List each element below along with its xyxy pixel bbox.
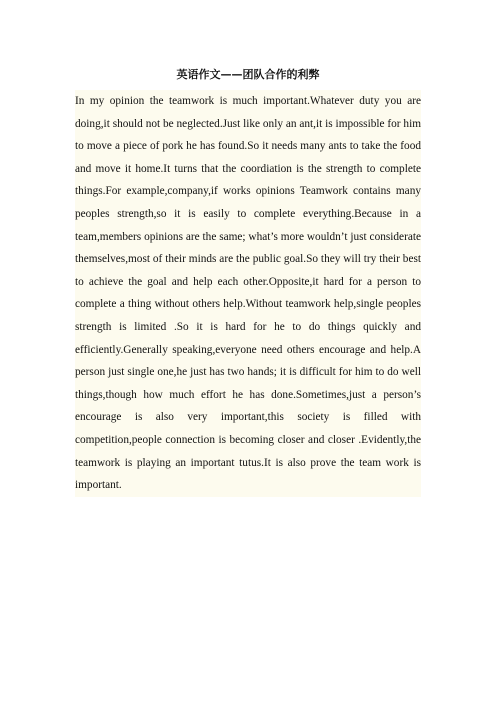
document-title: 英语作文——团队合作的利弊 xyxy=(176,68,320,81)
essay-body xyxy=(75,90,421,497)
essay-paragraph: In my opinion the teamwork is much important.Whatever duty you are doing,it should not be neglected.Just like only an ant,it is impossible for him to move a piece of pork he has found.So it needs many ants to take the food and move it home.It turns that the coordiation is the strength to complete things.For example,company,if works opinions Teamwork contains many peoples strength,so it is easily to complete everything.Because in a team,members opinions are the same; what’s more wouldn’t just considerate themselves,most of their minds are the public goal.So they will try their best to achieve the goal and help each other.Opposite,it hard for a person to complete a thing without others help.Without teamwork help,single peoples strength is limited .So it is hard for he to do things quickly and efficiently.Generally speaking,everyone need others encourage and help.A person just single one,he just has two hands; it is difficult for him to do well things,though how much effort he has done.Sometimes,just a person’s encourage is also very important,this society is filled with competition,people connection is becoming closer and closer .Evidently,the teamwork is playing an important tutus.It is also prove the team work is important. xyxy=(75,95,421,492)
